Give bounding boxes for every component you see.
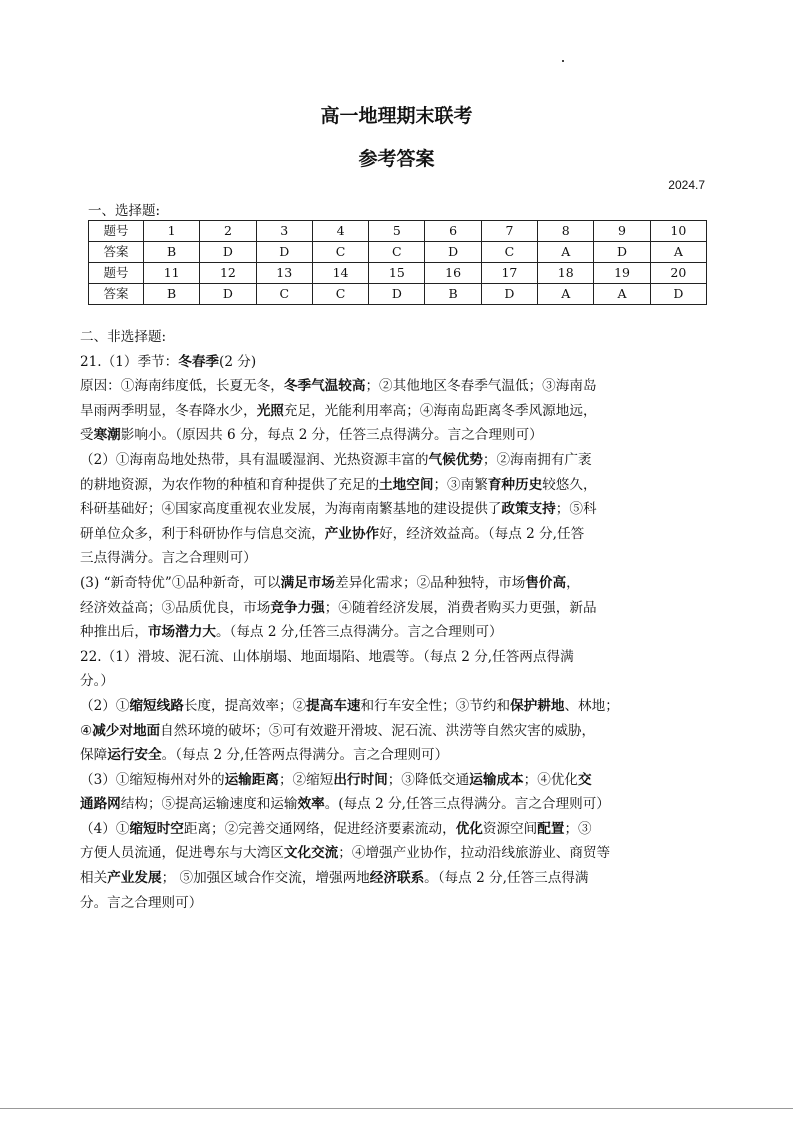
- table-cell: D: [369, 284, 425, 305]
- table-row: [89, 242, 707, 263]
- answer-line: [80, 350, 712, 375]
- key-term: 交: [578, 771, 592, 788]
- table-cell: D: [481, 284, 537, 305]
- table-row-label: 题号: [89, 263, 144, 284]
- table-cell: 1: [144, 221, 200, 242]
- answer-text: ；③南繁: [433, 476, 488, 493]
- key-term: 优化: [455, 820, 483, 837]
- answer-text: 距离；②完善交通网络，促进经济要素流动，: [183, 820, 456, 837]
- answer-line: [80, 522, 712, 547]
- key-term: 经济联系: [369, 870, 425, 887]
- answer-text: 受: [80, 427, 94, 444]
- answer-text: 分。）: [80, 673, 114, 690]
- section2-heading: 二、非选择题:: [80, 329, 167, 345]
- table-cell: B: [144, 242, 200, 263]
- answer-line: [80, 473, 712, 498]
- answer-line: [80, 546, 712, 571]
- section2: [80, 325, 712, 915]
- answer-text: 。(每点 2 分,任答三点得满分。言之合理则可）: [324, 796, 610, 813]
- answer-line: [80, 596, 712, 621]
- key-term: 竞争力强: [270, 599, 325, 616]
- answer-text: ；②海南拥有广袤: [482, 451, 592, 468]
- answer-line: [80, 817, 712, 842]
- table-cell: D: [594, 242, 650, 263]
- key-term: 售价高: [525, 574, 567, 591]
- answer-text: ；③降低交通: [387, 771, 470, 788]
- answer-text: (2 分): [219, 353, 257, 370]
- answer-text: ；②缩短: [278, 771, 334, 788]
- answer-text: ，: [566, 574, 580, 591]
- table-cell: 8: [538, 221, 594, 242]
- table-cell: 7: [481, 221, 537, 242]
- answer-text: ④: [80, 722, 93, 739]
- key-term: 运输距离: [224, 771, 279, 788]
- page-title: 高一地理期末联考: [320, 105, 473, 127]
- answer-text: 相关: [80, 870, 108, 887]
- answer-line: [80, 448, 712, 473]
- answer-line: [80, 571, 712, 596]
- key-term: 冬春季: [178, 353, 220, 370]
- key-term: 寒潮: [93, 427, 121, 444]
- table-cell: 10: [650, 221, 706, 242]
- table-cell: D: [425, 242, 481, 263]
- key-term: 出行时间: [333, 771, 388, 788]
- answer-line: [80, 399, 712, 424]
- answer-text: (3) “新奇特优”①品种新奇，可以: [80, 574, 281, 591]
- answer-text: 。（每点 2 分,任答三点得满: [424, 870, 589, 887]
- answer-text: ；④增强产业协作，拉动沿线旅游业、商贸等: [338, 845, 611, 862]
- table-row-label: 答案: [89, 242, 144, 263]
- section1-heading: 一、选择题:: [88, 203, 161, 219]
- table-cell: D: [256, 242, 312, 263]
- key-term: 减少对地面: [92, 722, 161, 739]
- answer-text: 科研基础好；④国家高度重视农业发展，为海南南繁基地的建设提供了: [80, 501, 502, 518]
- key-term: 土地空间: [379, 476, 434, 493]
- key-term: 产业协作: [324, 525, 380, 542]
- key-term: 缩短线路: [129, 697, 184, 714]
- table-cell: 20: [650, 263, 706, 284]
- answer-line: [80, 792, 712, 817]
- answer-text: 种推出后，: [80, 624, 148, 641]
- key-term: 满足市场: [280, 574, 335, 591]
- answer-text: ；③: [564, 820, 592, 837]
- key-term: 运行安全: [107, 747, 162, 764]
- answer-line: [80, 374, 712, 399]
- table-cell: C: [312, 284, 368, 305]
- answer-text: 经济效益高；③品质优良，市场: [80, 599, 271, 616]
- table-cell: 9: [594, 221, 650, 242]
- answer-text: 方便人员流通，促进粤东与大湾区: [80, 845, 284, 862]
- answer-text: 分。言之合理则可）: [80, 894, 203, 911]
- table-cell: 13: [256, 263, 312, 284]
- table-cell: 18: [538, 263, 594, 284]
- answer-line: [80, 694, 712, 719]
- answer-text: 三点得满分。言之合理则可）: [80, 550, 257, 567]
- table-cell: B: [144, 284, 200, 305]
- table-cell: C: [481, 242, 537, 263]
- table-cell: A: [538, 242, 594, 263]
- answer-text: 资源空间: [482, 820, 538, 837]
- table-cell: D: [200, 242, 256, 263]
- table-cell: A: [650, 242, 706, 263]
- answer-line: [80, 497, 712, 522]
- answer-line: [80, 719, 712, 744]
- answer-line: [80, 669, 712, 694]
- table-cell: C: [256, 284, 312, 305]
- table-cell: 19: [594, 263, 650, 284]
- answer-text: ；④随着经济发展，消费者购买力更强，新品: [324, 599, 597, 616]
- answer-text: 自然环境的破坏；⑤可有效避开滑坡、泥石流、洪涝等自然灾害的威胁，: [160, 722, 596, 739]
- key-term: 缩短时空: [129, 820, 184, 837]
- key-term: 气候优势: [428, 451, 483, 468]
- table-cell: 4: [312, 221, 368, 242]
- answer-lines: [80, 350, 712, 916]
- answer-text: 的耕地资源，为农作物的种植和育种提供了充足的: [80, 476, 380, 493]
- answer-text: 差异化需求；②品种独特，市场: [334, 574, 526, 591]
- table-cell: 16: [425, 263, 481, 284]
- key-term: 市场潜力大: [147, 624, 216, 641]
- key-term: 通路网: [80, 796, 121, 813]
- table-cell: 5: [369, 221, 425, 242]
- answer-table: [88, 220, 707, 305]
- answer-text: 和行车安全性；③节约和: [360, 697, 511, 714]
- answer-text: 较悠久，: [542, 476, 597, 493]
- answer-line: [80, 620, 712, 645]
- table-cell: D: [200, 284, 256, 305]
- answer-line: [80, 743, 712, 768]
- answer-text: 原因：①海南纬度低，长夏无冬，: [80, 378, 284, 395]
- table-row: [89, 221, 707, 242]
- answer-line: [80, 645, 712, 670]
- key-term: 产业发展: [107, 870, 162, 887]
- answer-text: （3）①缩短梅州对外的: [80, 771, 225, 788]
- key-term: 育种历史: [487, 476, 543, 493]
- key-term: 配置: [537, 820, 565, 837]
- table-cell: 14: [312, 263, 368, 284]
- stray-dot: [562, 60, 564, 62]
- table-cell: 17: [481, 263, 537, 284]
- key-term: 政策支持: [501, 501, 556, 518]
- table-cell: 6: [425, 221, 481, 242]
- answer-text: 长度，提高效率；②: [183, 697, 307, 714]
- answer-text: 影响小。（原因共 6 分，每点 2 分，任答三点得满分。言之合理则可）: [120, 427, 543, 444]
- key-term: 运输成本: [469, 771, 524, 788]
- table-cell: 2: [200, 221, 256, 242]
- table-cell: C: [312, 242, 368, 263]
- table-cell: 3: [256, 221, 312, 242]
- answer-text: 。（每点 2 分,任答两点得满分。言之合理则可）: [161, 747, 449, 764]
- answer-text: ；②其他地区冬春季气温低；③海南岛: [365, 378, 597, 395]
- table-cell: D: [650, 284, 706, 305]
- exam-date: 2024.7: [668, 178, 705, 192]
- table-row: [89, 284, 707, 305]
- key-term: 效率: [297, 796, 325, 813]
- table-cell: B: [425, 284, 481, 305]
- answer-text: 。（每点 2 分,任答三点得满分。言之合理则可）: [215, 624, 503, 641]
- answer-text: 保障: [80, 747, 108, 764]
- key-term: 光照: [256, 402, 284, 419]
- answer-text: （4）①: [80, 820, 130, 837]
- key-term: 文化交流: [283, 845, 339, 862]
- key-term: 保护耕地: [510, 697, 565, 714]
- answer-text: 、林地；: [564, 697, 619, 714]
- answer-text: 充足，光能利用率高；④海南岛距离冬季风源地远，: [283, 402, 597, 419]
- table-row-label: 答案: [89, 284, 144, 305]
- answer-line: [80, 866, 712, 891]
- answer-text: （2）①: [80, 697, 130, 714]
- table-cell: C: [369, 242, 425, 263]
- answer-line: [80, 841, 712, 866]
- key-term: 提高车速: [306, 697, 361, 714]
- table-cell: A: [594, 284, 650, 305]
- table-cell: 12: [200, 263, 256, 284]
- table-row-label: 题号: [89, 221, 144, 242]
- answer-text: 结构；⑤提高运输速度和运输: [120, 796, 298, 813]
- table-cell: 15: [369, 263, 425, 284]
- table-row: [89, 263, 707, 284]
- answer-text: （2）①海南岛地处热带，具有温暖湿润、光热资源丰富的: [80, 451, 429, 468]
- answer-text: 好，经济效益高。（每点 2 分,任答: [379, 525, 585, 542]
- page-bottom-rule: [0, 1108, 793, 1109]
- answer-text: ； ⑤加强区域合作交流，增强两地: [161, 870, 370, 887]
- answer-line: [80, 768, 712, 793]
- answer-text: 旱雨两季明显，冬春降水少，: [80, 402, 257, 419]
- table-cell: 11: [144, 263, 200, 284]
- answer-text: 21.（1）季节：: [80, 353, 179, 370]
- answer-text: ；④优化: [523, 771, 579, 788]
- answer-line: [80, 891, 712, 916]
- answer-text: 研单位众多，利于科研协作与信息交流，: [80, 525, 325, 542]
- key-term: 冬季气温较高: [283, 378, 366, 395]
- page-subtitle: 参考答案: [358, 148, 435, 170]
- answer-text: 22.（1）滑坡、泥石流、山体崩塌、地面塌陷、地震等。（每点 2 分,任答两点得满: [80, 648, 574, 665]
- table-cell: A: [538, 284, 594, 305]
- answer-text: ；⑤科: [555, 501, 597, 518]
- answer-line: [80, 423, 712, 448]
